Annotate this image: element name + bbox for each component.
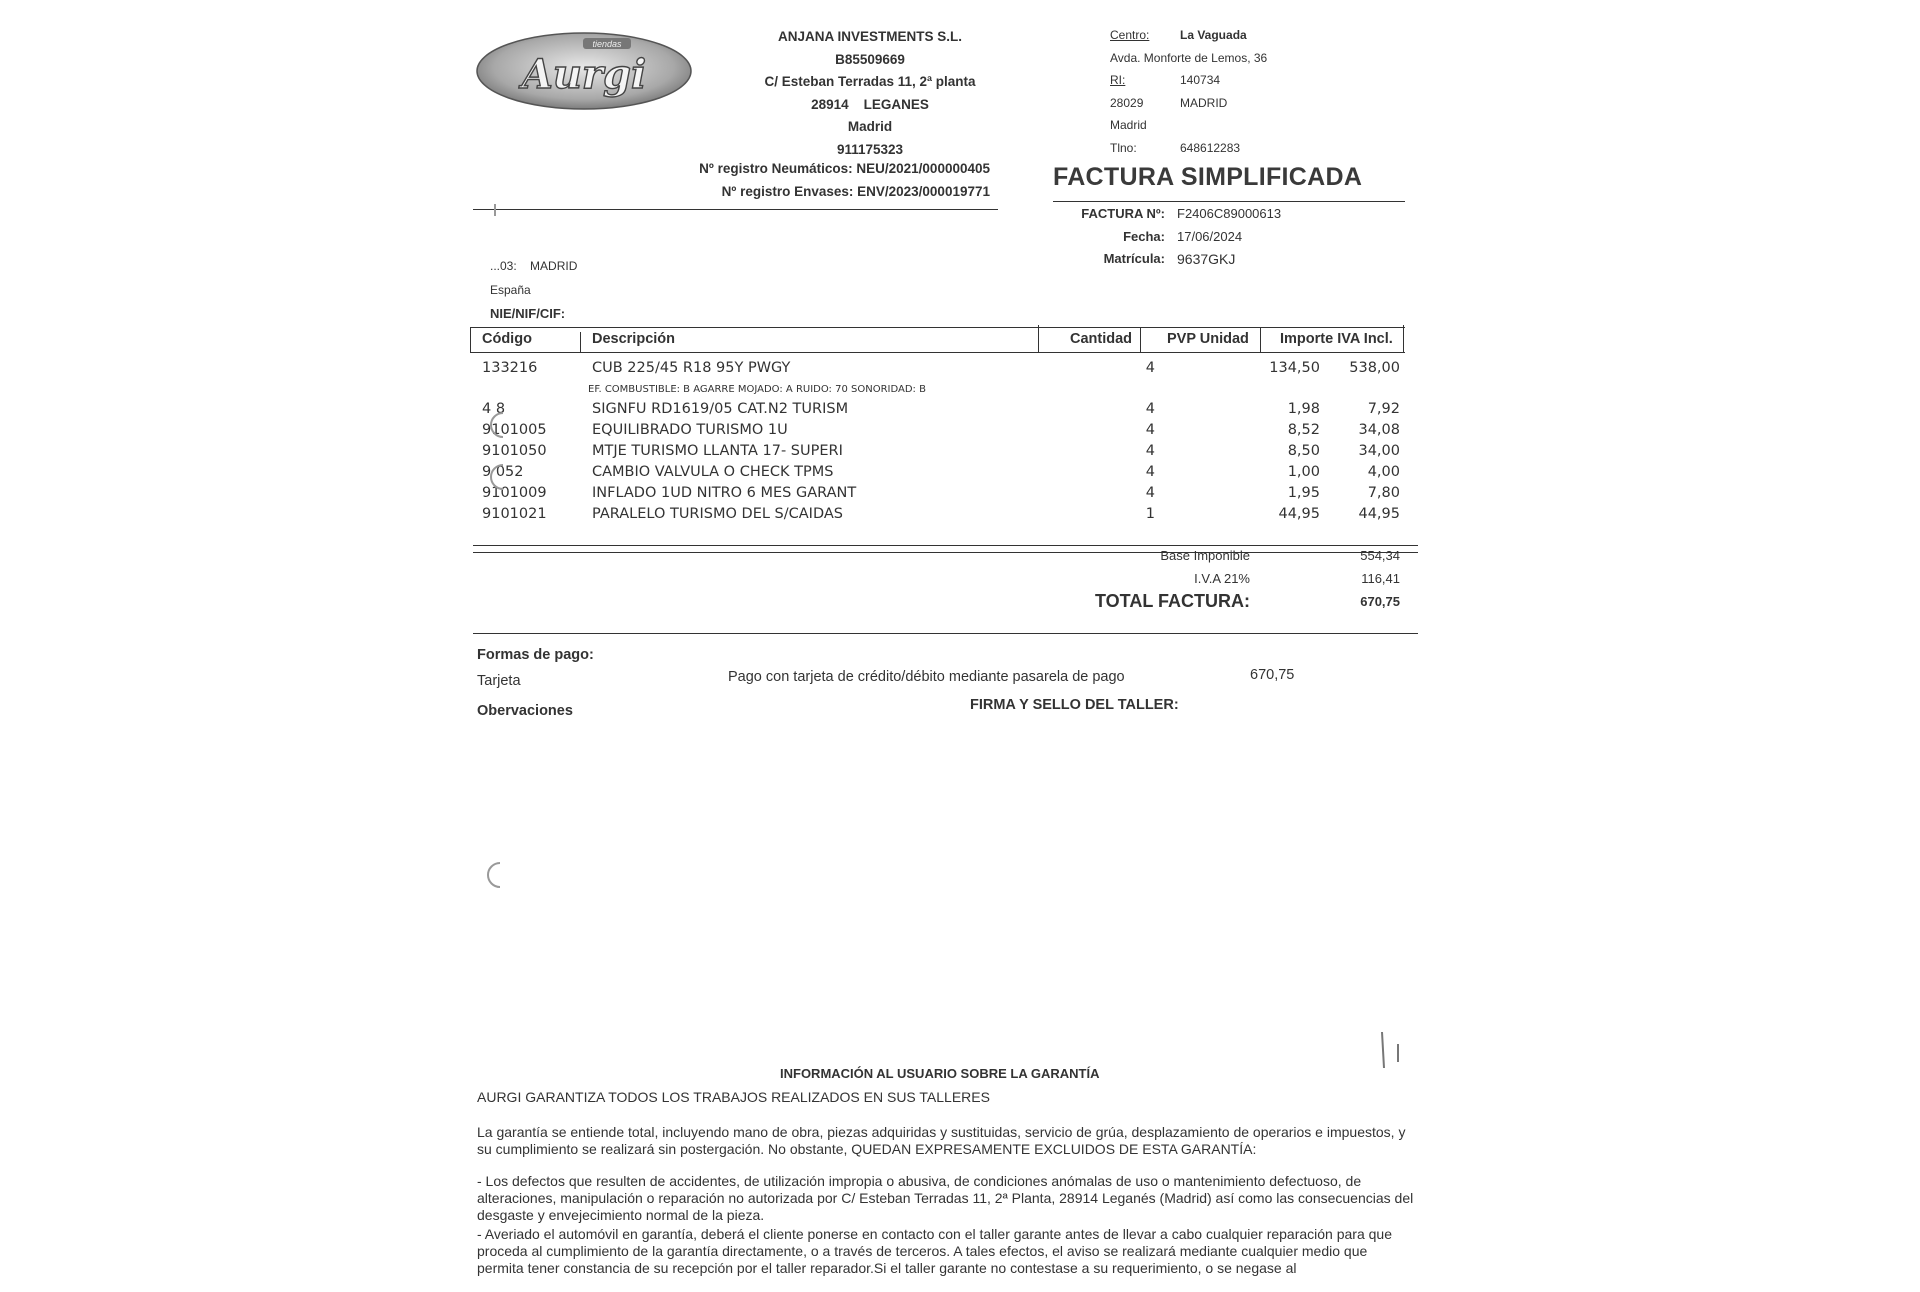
invoice-plate-value: 9637GKJ	[1177, 251, 1236, 267]
centro-label: Centro:	[1110, 28, 1150, 42]
table-row: 9 052 CAMBIO VALVULA O CHECK TPMS 4 1,00 4,00	[482, 464, 1400, 480]
table-row: 9101021 PARALELO TURISMO DEL S/CAIDAS 1 44,95 44,95	[482, 506, 1400, 522]
guarantee-title: INFORMACIÓN AL USUARIO SOBRE LA GARANTÍA	[780, 1066, 1100, 1081]
total-value: 670,75	[1360, 594, 1400, 609]
ri-value: 140734	[1180, 73, 1221, 87]
base-label: Base Imponible	[1160, 548, 1250, 563]
client-block	[490, 254, 577, 326]
tlfno-value: 648612283	[1180, 140, 1241, 155]
svg-text:tiendas: tiendas	[592, 39, 622, 49]
punch-hole-mark	[485, 462, 509, 492]
invoice-meta	[1020, 203, 1281, 271]
items-table-header	[470, 327, 1405, 353]
payment-desc: Pago con tarjeta de crédito/débito mediante pasarela de pago	[728, 669, 1125, 685]
table-row: 4 8 SIGNFU RD1619/05 CAT.N2 TURISM 4 1,98 7,92	[482, 401, 1400, 417]
company-phone: 911175323	[836, 141, 904, 157]
centro-province: Madrid	[1110, 118, 1147, 132]
registry-block	[690, 158, 990, 203]
invoice-num-value: F2406C89000613	[1177, 206, 1282, 221]
centro-block	[1110, 24, 1267, 159]
tlfno-label: Tlno:	[1110, 140, 1137, 155]
guarantee-p2: - Los defectos que resulten de accidentes, de utilización impropia o abusiva, de condiciones anómalas de uso o mantenimiento defectuoso, de alteraciones, manipulación o reparación no autorizada por C/ Esteban Terradas 11, 2ª Planta, 28914 Leganés (Madrid) así como las consecuencias del desgaste y envejecimiento normal de la pieza.	[477, 1173, 1414, 1223]
table-row: 9101050 MTJE TURISMO LLANTA 17- SUPERI 4 8,50 34,00	[482, 443, 1400, 459]
invoice-num-label: FACTURA Nº:	[1081, 206, 1165, 221]
client-country: España	[490, 283, 531, 297]
guarantee-text	[477, 1089, 1417, 1292]
company-postal-city: 28914 LEGANES	[811, 96, 929, 112]
guarantee-p3: - Averiado el automóvil en garantía, deberá el cliente ponerse en contacto con el taller garante antes de llevar a cabo cualquier reparación para que proceda al cumplimiento de la garantía directamente, o a través de terceros. A tales efectos, el aviso se realizará mediante cualquier medio que permita tener constancia de su recepción por el taller reparador.Si el taller garante no contestase a su requerimiento, o se negase al	[477, 1226, 1392, 1276]
tyre-label-note: EF. COMBUSTIBLE: B AGARRE MOJADO: A RUIDO: 70 SONORIDAD: B	[588, 384, 926, 395]
reg-neumaticos: Nº registro Neumáticos: NEU/2021/000000405	[699, 161, 990, 176]
scan-artifact-mark	[1378, 1030, 1408, 1072]
payment-title: Formas de pago:	[477, 647, 594, 663]
payment-amount: 670,75	[1250, 667, 1295, 683]
centro-address: Avda. Monforte de Lemos, 36	[1110, 50, 1268, 65]
centro-postal: 28029	[1110, 95, 1144, 110]
observaciones-label: Obervaciones	[477, 703, 573, 719]
company-name: ANJANA INVESTMENTS S.L.	[777, 29, 963, 44]
client-nif-label: NIE/NIF/CIF:	[490, 306, 566, 321]
payment-method: Tarjeta	[477, 673, 521, 689]
aurgi-logo	[475, 30, 693, 112]
punch-hole-mark	[482, 860, 506, 890]
col-code: Código	[482, 331, 532, 347]
guarantee-p1: La garantía se entiende total, incluyendo mano de obra, piezas adquiridas y sustituidas, servicio de grúa, desplazamiento de operarios e impuestos, y su cumplimiento se realizará sin postergación. No obstante, QUEDAN EXPRESAMENTE EXCLUIDOS DE ESTA GARANTÍA:	[477, 1124, 1406, 1157]
client-postal-city: ...03: MADRID	[490, 259, 578, 273]
divider-right	[1053, 201, 1405, 202]
centro-value: La Vaguada	[1180, 28, 1247, 42]
invoice-date-value: 17/06/2024	[1177, 228, 1243, 244]
iva-label: I.V.A 21%	[1194, 571, 1250, 586]
centro-city: MADRID	[1180, 95, 1228, 110]
total-label: TOTAL FACTURA:	[1095, 591, 1250, 611]
col-qty: Cantidad	[1070, 331, 1133, 347]
col-desc: Descripción	[592, 331, 675, 347]
col-unit: PVP Unidad	[1167, 331, 1249, 347]
reg-envases: Nº registro Envases: ENV/2023/000019771	[721, 183, 990, 199]
guarantee-subtitle: AURGI GARANTIZA TODOS LOS TRABAJOS REALIZADOS EN SUS TALLERES	[477, 1089, 990, 1105]
firma-label: FIRMA Y SELLO DEL TALLER:	[970, 697, 1179, 713]
iva-value: 116,41	[1361, 571, 1400, 586]
col-total: Importe IVA Incl.	[1280, 331, 1393, 347]
punch-hole-mark	[485, 410, 509, 440]
table-row: 9101009 INFLADO 1UD NITRO 6 MES GARANT 4 1,95 7,80	[482, 485, 1400, 501]
company-cif: B85509669	[835, 51, 905, 67]
company-address: C/ Esteban Terradas 11, 2ª planta	[764, 74, 976, 89]
company-province: Madrid	[847, 119, 893, 134]
company-block	[680, 26, 1060, 161]
totals-bottom-line	[473, 633, 1418, 634]
items-table-body	[470, 360, 1405, 527]
invoice-date-label: Fecha:	[1123, 228, 1165, 244]
svg-text:Aurgi: Aurgi	[521, 51, 647, 98]
document-title: FACTURA SIMPLIFICADA	[1053, 163, 1363, 191]
divider-left	[473, 209, 998, 210]
table-row: 133216 CUB 225/45 R18 95Y PWGY 4 134,50 538,00	[482, 360, 1400, 376]
base-value: 554,34	[1360, 548, 1400, 563]
table-bottom-line	[473, 545, 1418, 546]
table-row: 9101005 EQUILIBRADO TURISMO 1U 4 8,52 34,08	[482, 422, 1400, 438]
ri-label: RI:	[1110, 73, 1126, 87]
totals-block	[1080, 548, 1400, 617]
invoice-plate-label: Matrícula:	[1103, 251, 1165, 266]
